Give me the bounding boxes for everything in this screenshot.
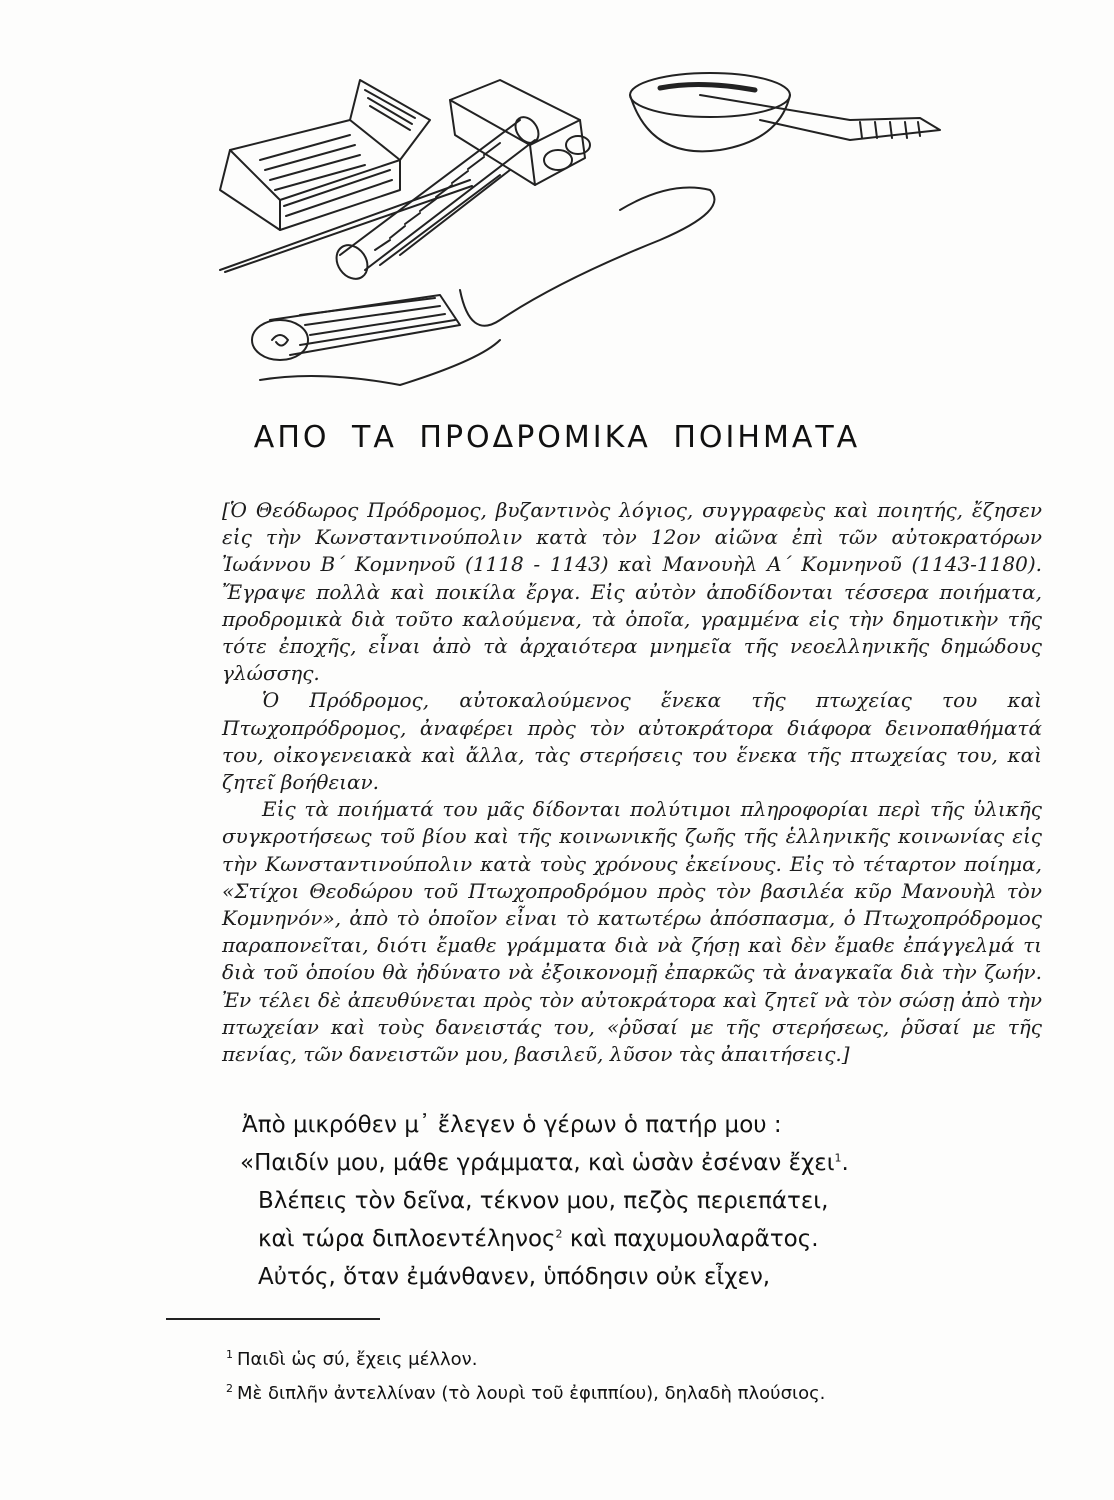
footnote-divider — [166, 1318, 380, 1320]
inkwell-icon — [630, 73, 940, 151]
footnote-marker: 1 — [834, 1151, 842, 1165]
page-title: ΑΠΟ ΤΑ ΠΡΟΔΡΟΜΙΚΑ ΠΟΙΗΜΑΤΑ — [253, 420, 861, 455]
intro-paragraph-2: Ὁ Πρόδρομος, αὐτοκαλούμενος ἕνεκα τῆς πτωχείας του καὶ Πτωχοπρόδρομος, ἀναφέρει πρὸς τὸν αὐτοκράτορα διάφορα δεινοπαθήματά του, οἰκογενειακὰ καὶ ἄλλα, τὰς στερήσεις του ἕνεκα τῆς πτωχείας του, καὶ ζητεῖ βοήθειαν. — [222, 688, 1042, 795]
quill-icon — [220, 180, 472, 272]
poem-line: Αὐτός, ὅταν ἐμάνθανεν, ὑπόδησιν οὐκ εἶχεν, — [258, 1264, 771, 1290]
poem-excerpt — [230, 1106, 1090, 1296]
intro-paragraph-3: Εἰς τὰ ποιήματά του μᾶς δίδονται πολύτιμοι πληροφορίαι περὶ τῆς ὑλικῆς συγκροτήσεως τοῦ βίου καὶ τῆς κοινωνικῆς ζωῆς τῆς ἑλληνικῆς κοινωνίας εἰς τὴν Κωνσταντινούπολιν κατὰ τοὺς χρόνους ἐκείνους. Εἰς τὸ τέταρτον ποίημα, «Στίχοι Θεοδώρου τοῦ Πτωχοπροδρόμου πρὸς τὸν βασιλέα κῦρ Μανουὴλ τὸν Κομνηνόν», ἀπὸ τὸ ὁποῖον εἶναι τὸ κατωτέρω ἀπόσπασμα, ὁ Πτωχοπρόδρομος παραπονεῖται, διότι ἔμαθε γράμματα διὰ νὰ ζήσῃ καὶ δὲν ἔμαθε ἐπάγγελμά τι διὰ τοῦ ὁποίου θὰ ἠδύνατο νὰ ἐξοικονομῇ ἐπαρκῶς τὰ ἀναγκαῖα διὰ τὴν ζωήν. Ἐν τέλει δὲ ἀπευθύνεται πρὸς τὸν αὐτοκράτορα καὶ ζητεῖ νὰ τὸν σώσῃ ἀπὸ τὴν πτωχείαν καὶ τοὺς δανειστάς του, «ῥῦσαί με τῆς στερήσεως, ῥῦσαί με τῆς πενίας, τῶν δανειστῶν μου, βασιλεῦ, λῦσον τὰς ἀπαιτήσεις.] — [222, 797, 1042, 1067]
writing-tools-illustration — [200, 40, 1000, 400]
footnote-marker: 2 — [555, 1227, 563, 1241]
book-icon — [220, 80, 430, 230]
footnote-number: 1 — [226, 1348, 233, 1361]
scroll-icon — [330, 113, 543, 285]
scroll-icon-bottom — [252, 295, 460, 360]
footnote-item — [226, 1377, 1086, 1411]
intro-text — [222, 497, 1042, 1068]
poem-line: καὶ τώρα διπλοεντέληνος$^2$ καὶ παχυμουλαρᾶτος. — [258, 1226, 819, 1252]
cord-line — [460, 188, 714, 326]
intro-paragraph-1: [Ὁ Θεόδωρος Πρόδρομος, βυζαντινὸς λόγιος, συγγραφεὺς καὶ ποιητής, ἔζησεν εἰς τὴν Κωνσταντινούπολιν κατὰ τὸν 12ον αἰῶνα ἐπὶ τῶν αὐτοκρατόρων Ἰωάννου Β΄ Κομνηνοῦ (1118 - 1143) καὶ Μανουὴλ Α΄ Κομνηνοῦ (1143-1180). Ἔγραψε πολλὰ καὶ ποικίλα ἔργα. Εἰς αὐτὸν ἀποδίδονται τέσσερα ποιήματα, προδρομικὰ διὰ τοῦτο καλούμενα, τὰ ὁποῖα, γραμμένα εἰς τὴν δημοτικὴν τῆς τότε ἐποχῆς, εἶναι ἀπὸ τὰ ἀρχαιότερα μνημεῖα τῆς νεοελληνικῆς δημώδους γλώσσης. — [222, 498, 1042, 686]
poem-line: Ἀπὸ μικρόθεν μ᾽ ἔλεγεν ὁ γέρων ὁ πατήρ μου : — [242, 1112, 782, 1138]
poem-line: «Παιδίν μου, μάθε γράμματα, καὶ ὡσὰν ἐσέναν ἔχει$^1$. — [240, 1150, 849, 1176]
box-icon — [450, 80, 590, 185]
footnote-item — [226, 1343, 1086, 1377]
footnotes — [226, 1343, 1086, 1411]
footnote-text: Παιδὶ ὡς σύ, ἔχεις μέλλον. — [237, 1349, 478, 1370]
footnote-text: Μὲ διπλῆν ἀντελλίναν (τὸ λουρὶ τοῦ ἐφιππίου), δηλαδὴ πλούσιος. — [237, 1383, 826, 1404]
poem-line: Βλέπεις τὸν δεῖνα, τέκνον μου, πεζὸς περιεπάτει, — [258, 1188, 829, 1214]
footnote-number: 2 — [226, 1382, 233, 1395]
